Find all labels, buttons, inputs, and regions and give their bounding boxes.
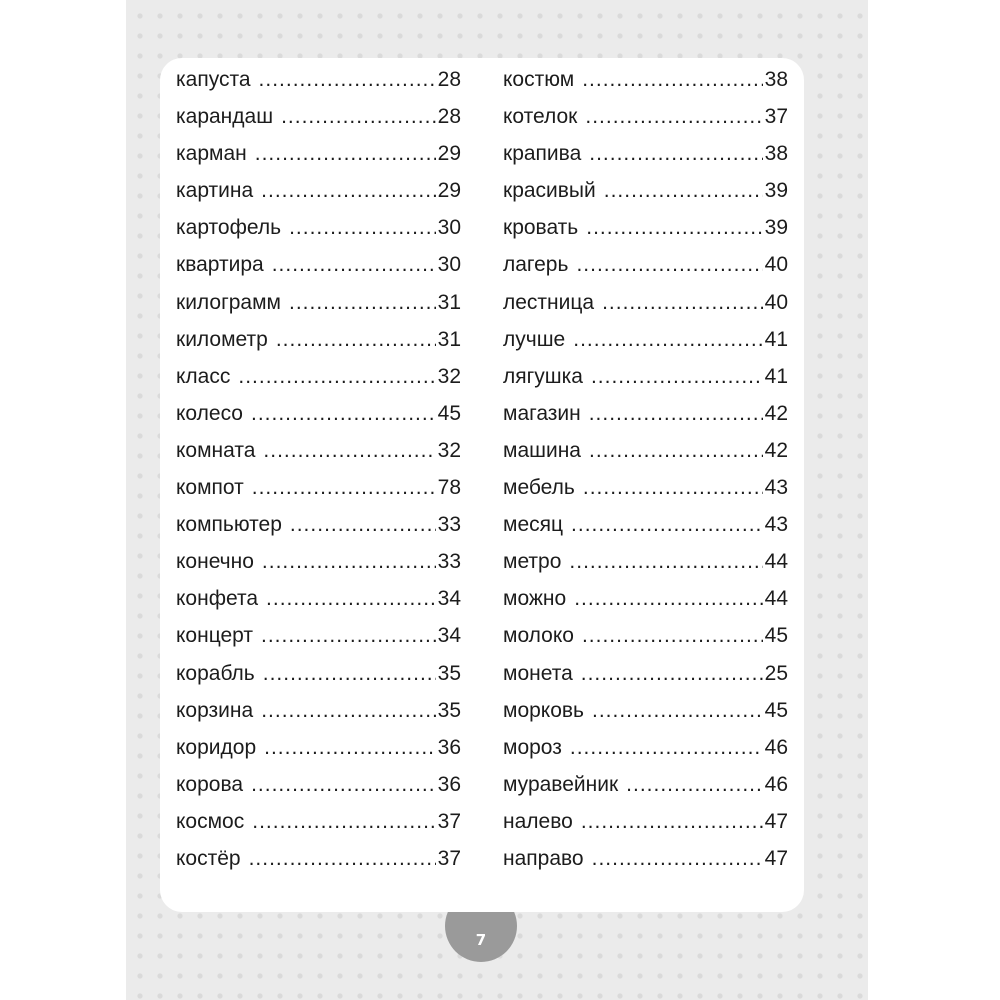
- index-word: корабль: [176, 661, 255, 685]
- index-entry: [503, 736, 788, 773]
- dot-leader: [586, 216, 762, 240]
- index-page-number: 40: [764, 290, 788, 314]
- index-page-number: 35: [437, 698, 461, 722]
- index-entry: [176, 216, 461, 253]
- index-entry: [176, 291, 461, 328]
- index-page-number: 46: [764, 735, 788, 759]
- index-entry: [503, 476, 788, 513]
- index-word: лестница: [503, 290, 595, 314]
- index-entry: [503, 365, 788, 402]
- index-word: красивый: [503, 179, 596, 203]
- index-word: квартира: [176, 253, 264, 277]
- dot-leader: [263, 439, 435, 463]
- dot-leader: [238, 365, 435, 389]
- index-entry: [176, 179, 461, 216]
- index-word: килограмм: [176, 290, 281, 314]
- index-word: компот: [176, 476, 244, 500]
- index-page-number: 47: [764, 809, 788, 833]
- index-word: лягушка: [503, 364, 583, 388]
- index-page-number: 78: [437, 476, 461, 500]
- index-entry: [176, 402, 461, 439]
- dot-leader: [591, 365, 763, 389]
- index-word: лучше: [503, 327, 566, 351]
- dot-leader: [266, 587, 436, 611]
- index-entry: [176, 513, 461, 550]
- index-word: месяц: [503, 513, 564, 537]
- index-page-number: 38: [764, 142, 788, 166]
- index-word: корзина: [176, 698, 254, 722]
- index-page-number: 32: [437, 438, 461, 462]
- index-entry: [176, 439, 461, 476]
- index-page-number: 37: [437, 846, 461, 870]
- index-page-number: 29: [437, 179, 461, 203]
- index-word: картофель: [176, 216, 282, 240]
- index-entry: [176, 328, 461, 365]
- index-word: лагерь: [503, 253, 569, 277]
- index-entry: [176, 105, 461, 142]
- index-word: монета: [503, 661, 573, 685]
- dot-leader: [259, 68, 436, 92]
- index-page-number: 39: [764, 216, 788, 240]
- index-word: компьютер: [176, 513, 282, 537]
- index-entry: [503, 624, 788, 661]
- dot-leader: [281, 105, 436, 129]
- index-entry: [503, 253, 788, 290]
- page-number: 7: [475, 931, 487, 949]
- index-page-number: 34: [437, 624, 461, 648]
- index-word: костёр: [176, 846, 241, 870]
- index-page-number: 31: [437, 327, 461, 351]
- index-entry: [503, 662, 788, 699]
- index-page-number: 25: [764, 661, 788, 685]
- index-word: магазин: [503, 401, 581, 425]
- index-word: машина: [503, 438, 581, 462]
- index-page-number: 43: [764, 513, 788, 537]
- dot-leader: [262, 550, 436, 574]
- dot-leader: [585, 105, 762, 129]
- index-entry: [503, 773, 788, 810]
- index-entry: [176, 587, 461, 624]
- index-page-number: 38: [764, 68, 788, 91]
- index-page-number: 45: [437, 401, 461, 425]
- index-entry: [503, 291, 788, 328]
- index-page-number: 46: [764, 772, 788, 796]
- dot-leader: [592, 847, 763, 871]
- index-word: молоко: [503, 624, 574, 648]
- dot-leader: [276, 328, 436, 352]
- index-page-number: 37: [437, 809, 461, 833]
- index-page-number: 34: [437, 587, 461, 611]
- index-word: километр: [176, 327, 268, 351]
- dot-leader: [251, 773, 436, 797]
- dot-leader: [570, 736, 763, 760]
- index-word: котелок: [503, 105, 578, 129]
- index-word: комната: [176, 438, 256, 462]
- index-page-number: 36: [437, 772, 461, 796]
- index-entry: [503, 402, 788, 439]
- dot-leader: [589, 142, 762, 166]
- index-entry: [176, 847, 461, 884]
- dot-leader: [261, 179, 435, 203]
- index-entry: [176, 662, 461, 699]
- index-entry: [503, 328, 788, 365]
- index-entry: [503, 105, 788, 142]
- index-page-number: 36: [437, 735, 461, 759]
- index-entry: [503, 68, 788, 105]
- index-column-right: [503, 68, 788, 884]
- index-page-number: 44: [764, 550, 788, 574]
- dot-leader: [289, 291, 436, 315]
- dot-leader: [261, 624, 436, 648]
- index-page-number: 42: [764, 438, 788, 462]
- index-page-number: 41: [764, 364, 788, 388]
- dot-leader: [589, 439, 763, 463]
- index-word: карандаш: [176, 105, 274, 129]
- index-word: космос: [176, 809, 245, 833]
- index-entry: [503, 810, 788, 847]
- index-entry: [176, 253, 461, 290]
- dot-leader: [264, 736, 436, 760]
- index-word: карман: [176, 142, 247, 166]
- dot-leader: [272, 253, 436, 277]
- dot-leader: [571, 513, 763, 537]
- dot-leader: [263, 662, 436, 686]
- index-word: метро: [503, 550, 562, 574]
- dot-leader: [251, 402, 436, 426]
- index-word: концерт: [176, 624, 254, 648]
- index-page-number: 37: [764, 105, 788, 129]
- index-entry: [176, 68, 461, 105]
- index-entry: [176, 142, 461, 179]
- index-word: конфета: [176, 587, 259, 611]
- index-page-number: 29: [437, 142, 461, 166]
- index-page-number: 33: [437, 513, 461, 537]
- index-page-number: 41: [764, 327, 788, 351]
- index-page-number: 28: [437, 68, 461, 91]
- index-page-number: 35: [437, 661, 461, 685]
- index-page-number: 43: [764, 476, 788, 500]
- index-entry: [503, 216, 788, 253]
- index-word: капуста: [176, 68, 251, 91]
- dot-leader: [290, 513, 436, 537]
- dot-leader: [626, 773, 762, 797]
- dot-leader: [249, 847, 436, 871]
- index-word: направо: [503, 846, 584, 870]
- index-page-number: 31: [437, 290, 461, 314]
- index-word: крапива: [503, 142, 582, 166]
- dot-leader: [592, 699, 763, 723]
- dot-leader: [255, 142, 436, 166]
- index-page-number: 39: [764, 179, 788, 203]
- index-entry: [176, 476, 461, 513]
- dot-leader: [252, 810, 435, 834]
- index-page-number: 30: [437, 253, 461, 277]
- index-page-number: 44: [764, 587, 788, 611]
- index-word: корова: [176, 772, 244, 796]
- index-word: костюм: [503, 68, 575, 91]
- dot-leader: [289, 216, 436, 240]
- index-column-left: [176, 68, 461, 884]
- dot-leader: [604, 179, 763, 203]
- index-page-number: 30: [437, 216, 461, 240]
- index-page-number: 45: [764, 624, 788, 648]
- index-entry: [503, 550, 788, 587]
- index-word: конечно: [176, 550, 254, 574]
- dot-leader: [574, 587, 762, 611]
- dot-leader: [576, 253, 762, 277]
- index-page-number: 32: [437, 364, 461, 388]
- dot-leader: [581, 810, 763, 834]
- index-word: класс: [176, 364, 231, 388]
- index-entry: [176, 736, 461, 773]
- index-page-number: 40: [764, 253, 788, 277]
- index-entry: [176, 810, 461, 847]
- index-entry: [176, 550, 461, 587]
- dot-leader: [573, 328, 762, 352]
- index-entry: [503, 439, 788, 476]
- index-word: налево: [503, 809, 573, 833]
- index-entry: [503, 142, 788, 179]
- index-word: картина: [176, 179, 254, 203]
- index-page-number: 45: [764, 698, 788, 722]
- dot-leader: [589, 402, 763, 426]
- index-entry: [176, 773, 461, 810]
- dot-leader: [602, 291, 763, 315]
- index-entry: [176, 624, 461, 661]
- index-word: колесо: [176, 401, 243, 425]
- index-word: мебель: [503, 476, 575, 500]
- index-entry: [176, 699, 461, 736]
- index-entry: [503, 179, 788, 216]
- index-page-number: 42: [764, 401, 788, 425]
- index-page-number: 47: [764, 846, 788, 870]
- dot-leader: [582, 624, 763, 648]
- dot-leader: [569, 550, 762, 574]
- index-entry: [503, 587, 788, 624]
- index-page-number: 28: [437, 105, 461, 129]
- dot-leader: [581, 662, 763, 686]
- dot-leader: [582, 68, 762, 92]
- index-word: коридор: [176, 735, 257, 759]
- dot-leader: [583, 476, 763, 500]
- index-entry: [503, 847, 788, 884]
- dot-leader: [261, 699, 435, 723]
- dot-leader: [252, 476, 436, 500]
- index-word: мороз: [503, 735, 562, 759]
- index-word: можно: [503, 587, 567, 611]
- index-word: морковь: [503, 698, 584, 722]
- index-entry: [503, 513, 788, 550]
- index-word: муравейник: [503, 772, 619, 796]
- index-entry: [176, 365, 461, 402]
- index-word: кровать: [503, 216, 579, 240]
- index-page-number: 33: [437, 550, 461, 574]
- index-entry: [503, 699, 788, 736]
